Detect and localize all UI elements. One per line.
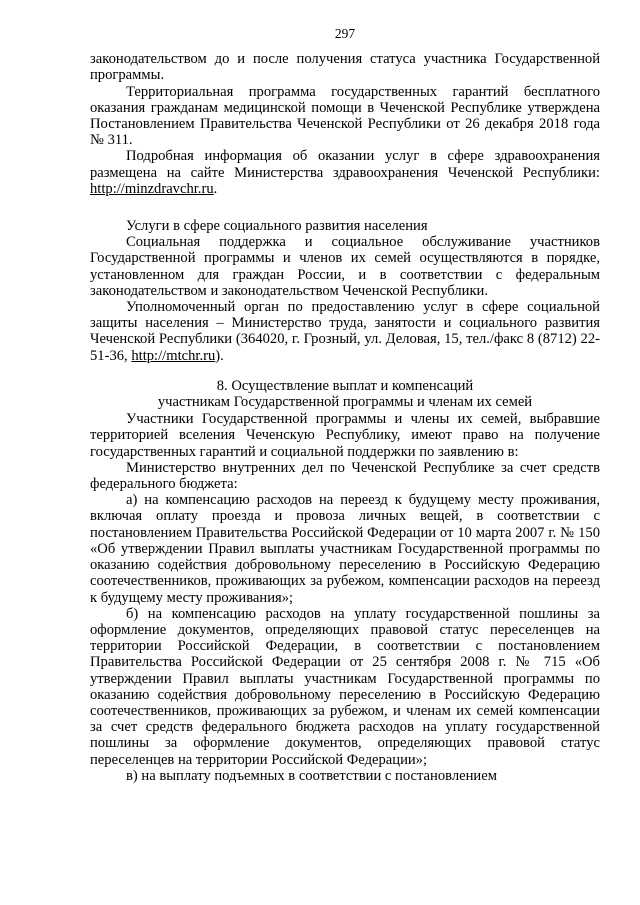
paragraph-ministry-interior: Министерство внутренних дел по Чеченской Республике за счет средств федерального бюджета: <box>90 459 600 493</box>
mtchr-link[interactable]: http://mtchr.ru <box>131 347 216 364</box>
authorized-body-end: ). <box>215 347 224 364</box>
subheading-social-services: Услуги в сфере социального развития населения <box>126 218 428 235</box>
list-item-c: в) на выплату подъемных в соответствии с постановлением <box>126 767 497 784</box>
paragraph-social-support: Социальная поддержка и социальное обслуживание участников Государственной программы и членов их семей осуществляются в порядке, установленном для граждан России, и в соответствии с федеральным законодательством и законодательством Чеченской Республики. <box>90 234 600 299</box>
paragraph-participants-rights: Участники Государственной программы и члены их семей, выбравшие территорией вселения Чеченскую Республику, имеют право на получение государственных гарантий и социальной поддержки по заявлению в: <box>90 411 600 460</box>
section-title <box>90 378 600 410</box>
minzdrav-link[interactable]: http://minzdravchr.ru <box>90 180 214 197</box>
spacer <box>90 197 600 214</box>
paragraph-territorial-program: Территориальная программа государственных гарантий бесплатного оказания гражданам медицинской помощи в Чеченской Республике утверждена Постановлением Правительства Чеченской Республики от 26 декабря 2018 года № 311. <box>90 83 600 149</box>
section-title-line-2: участникам Государственной программы и членам их семей <box>157 394 533 411</box>
section-title-line-1: 8. Осуществление выплат и компенсаций <box>216 377 474 394</box>
health-info-end: . <box>213 180 218 197</box>
list-item-a: а) на компенсацию расходов на переезд к будущему месту проживания, включая оплату проезда и провоза личных вещей, в соответствии с постановлением Правительства Российской Федерации от 10 марта 2007 г. № 150 «Об утверждении Правил выплаты участникам Государственной программы по оказанию содействия добровольному переселению в Российскую Федерацию соотечественников, проживающих за рубежом, компенсации расходов на переезд к будущему месту проживания»; <box>90 492 600 606</box>
paragraph-authorized-body <box>90 299 600 364</box>
paragraph-continuation: законодательством до и после получения статуса участника Государственной программы. <box>90 51 600 84</box>
paragraph-health-info <box>90 148 600 197</box>
authorized-body-text: Уполномоченный орган по предоставлению услуг в сфере социальной защиты населения – Министерство труда, занятости и социального развития Чеченской Республики (364020, г. Грозный, ул. Деловая, 15, тел./факс 8 (8712) 22-51-36, <box>90 299 600 364</box>
health-info-text: Подробная информация об оказании услуг в сфере здравоохранения размещена на сайте Министерства здравоохранения Чеченской Республики: <box>90 148 600 181</box>
page-number: 297 <box>334 26 356 41</box>
list-item-b: б) на компенсацию расходов на уплату государственной пошлины за оформление документов, определяющих правовой статус переселенцев на территории Российской Федерации, в соответствии с постановлением Правительства Российской Федерации от 25 сентября 2008 г. № 715 «Об утверждении Правил выплаты участникам Государственной программы по оказанию содействия добровольному переселению в Российскую Федерацию соотечественников, проживающих за рубежом, и членам их семей компенсации за счет средств федерального бюджета расходов на уплату государственной пошлины за оформление документов, определяющих правовой статус переселенцев на территории Российской Федерации»; <box>90 605 600 768</box>
